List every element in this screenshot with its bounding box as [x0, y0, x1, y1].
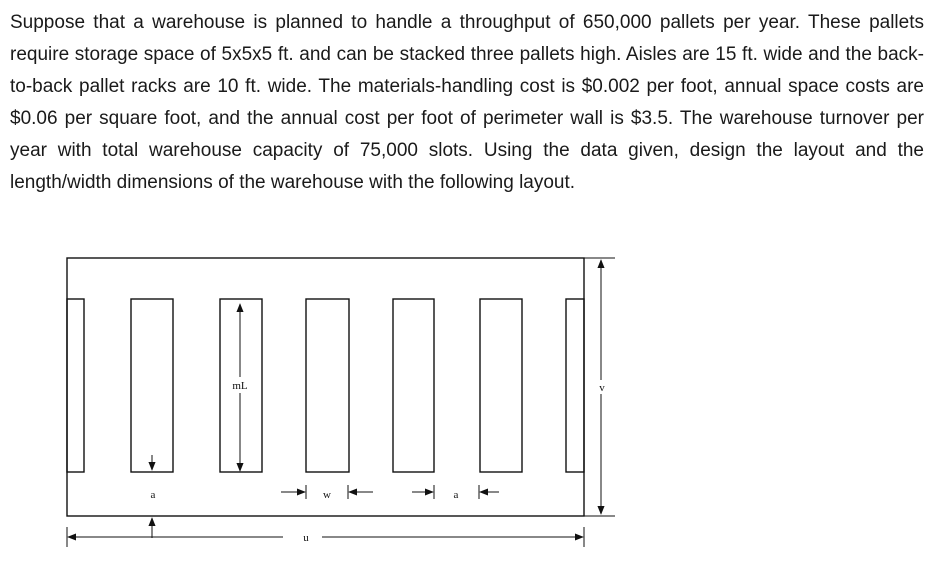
storage-rack [393, 299, 434, 472]
rack-length-label: mL [232, 380, 248, 392]
storage-racks [67, 299, 584, 472]
problem-statement: Suppose that a warehouse is planned to handle a throughput of 650,000 pallets per year. These pallets require storage space of 5x5x5 ft. and can be stacked three pallets high. Aisles are 15 ft. wide and the back-to-back pallet racks are 10 ft. wide. The materials-handling cost is $0.002 per foot, annual space costs are $0.06 per square foot, and the annual cost per foot of perimeter wall is $3.5. The warehouse turnover per year with total warehouse capacity of 75,000 slots. Using the data given, design the layout and the length/width dimensions of the warehouse with the following layout. [10, 12, 924, 193]
storage-rack [306, 299, 349, 472]
storage-rack [566, 299, 584, 472]
warehouse-width-label: v [599, 382, 605, 394]
front-aisle-label: a [150, 489, 156, 501]
storage-rack [480, 299, 522, 472]
rack-width-label: w [323, 489, 331, 501]
warehouse-length-label: u [303, 532, 309, 544]
warehouse-outline [67, 258, 584, 516]
storage-rack [67, 299, 84, 472]
storage-rack [131, 299, 173, 472]
aisle-width-label: a [453, 489, 459, 501]
